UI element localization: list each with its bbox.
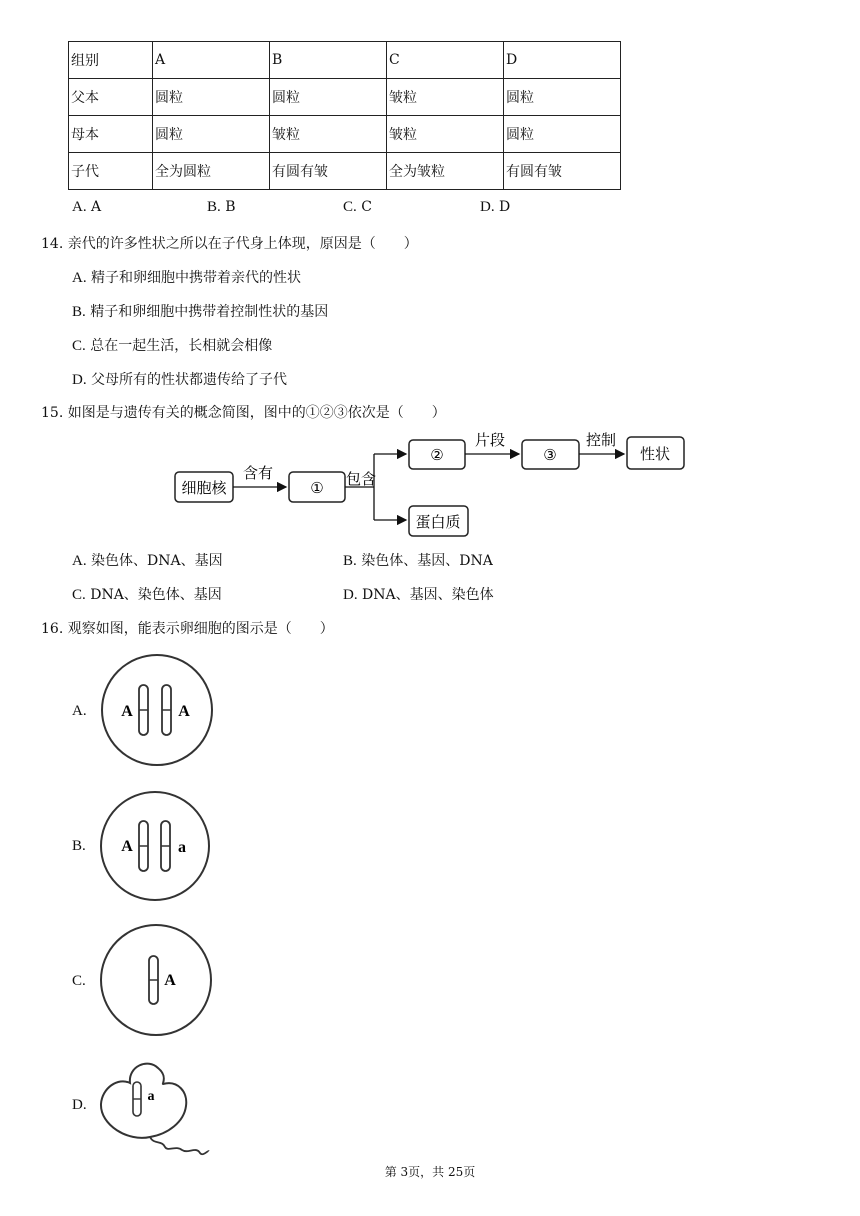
option-text: 总在一起生活，长相就会相像 [90, 338, 273, 354]
table-cell: 子代 [69, 153, 153, 190]
table-cell: 皱粒 [387, 116, 504, 153]
table-cell: 有圆有皱 [270, 153, 387, 190]
page-footer: 第 3页，共 25页 [384, 1165, 476, 1179]
option-text: 父母所有的性状都遗传给了子代 [91, 372, 288, 388]
box3-label: ③ [543, 446, 557, 464]
option-letter: D. [72, 372, 87, 388]
option-text: 染色体、DNA、基因 [91, 553, 223, 569]
box1-label: ① [310, 479, 324, 497]
table-cell: 母本 [69, 116, 153, 153]
table-cell: 圆粒 [153, 79, 270, 116]
table-cell: 圆粒 [504, 79, 621, 116]
table-cell: 皱粒 [270, 116, 387, 153]
q16-option-b-letter[interactable]: B. [72, 838, 86, 854]
table-cell: 全为圆粒 [153, 153, 270, 190]
table-cell: 圆粒 [270, 79, 387, 116]
gene-label: A [121, 838, 133, 855]
option-letter: A. [72, 553, 87, 569]
table-cell: 圆粒 [153, 116, 270, 153]
cell-a-figure[interactable] [102, 655, 212, 765]
option-text: 精子和卵细胞中携带着控制性状的基因 [90, 304, 329, 320]
trait-label: 性状 [639, 445, 671, 463]
option-text: C [361, 199, 372, 215]
option-text: B [225, 199, 236, 215]
question-number: 16. [41, 621, 64, 637]
question-text: 如图是与遗传有关的概念简图，图中的①②③依次是（ ） [67, 405, 446, 421]
option-letter: C. [72, 587, 86, 603]
q16-option-a-letter[interactable]: A. [72, 703, 87, 719]
option-letter: B. [343, 553, 357, 569]
option-letter: D. [343, 587, 358, 603]
option-letter: B. [207, 199, 221, 215]
nucleus-label: 细胞核 [181, 479, 227, 497]
contains-label: 含有 [242, 464, 274, 482]
table-cell: 全为皱粒 [387, 153, 504, 190]
segment-label: 片段 [474, 431, 506, 449]
table-cell: 父本 [69, 79, 153, 116]
table-cell: 有圆有皱 [504, 153, 621, 190]
table-cell: D [504, 42, 621, 79]
option-text: 染色体、基因、DNA [361, 553, 493, 569]
q16-option-d-letter[interactable]: D. [72, 1097, 87, 1113]
question-text: 观察如图，能表示卵细胞的图示是（ ） [67, 621, 334, 637]
table-cell: C [387, 42, 504, 79]
option-letter: C. [343, 199, 357, 215]
control-label: 控制 [585, 431, 617, 449]
question-number: 14. [41, 236, 64, 252]
gene-label: A [121, 703, 133, 720]
include-label: 包含 [345, 470, 377, 488]
gene-label: A [178, 703, 190, 720]
option-text: 精子和卵细胞中携带着亲代的性状 [91, 270, 302, 286]
option-letter: A. [72, 199, 87, 215]
option-letter: C. [72, 338, 86, 354]
option-text: DNA、染色体、基因 [90, 587, 222, 603]
cell-b-figure[interactable] [101, 792, 209, 900]
option-text: DNA、基因、染色体 [362, 587, 494, 603]
cell-c-figure[interactable] [101, 925, 211, 1035]
gene-label: a [147, 1089, 155, 1104]
q16-option-c-letter[interactable]: C. [72, 973, 86, 989]
question-number: 15. [41, 405, 64, 421]
option-letter: B. [72, 304, 86, 320]
table-cell: 圆粒 [504, 116, 621, 153]
cell-d-figure[interactable] [101, 1064, 209, 1155]
gene-label: A [164, 972, 176, 989]
gene-label: a [178, 839, 186, 856]
option-text: A [91, 199, 102, 215]
sperm-tail [150, 1137, 209, 1154]
protein-label: 蛋白质 [415, 513, 461, 531]
box2-label: ② [430, 446, 444, 464]
table-cell: 皱粒 [387, 79, 504, 116]
table-cell: 组别 [69, 42, 153, 79]
table-cell: B [270, 42, 387, 79]
option-letter: D. [480, 199, 495, 215]
option-text: D [499, 199, 511, 215]
table-cell: A [153, 42, 270, 79]
sperm-head [101, 1064, 186, 1138]
question-text: 亲代的许多性状之所以在子代身上体现，原因是（ ） [67, 236, 418, 252]
option-letter: A. [72, 270, 87, 286]
